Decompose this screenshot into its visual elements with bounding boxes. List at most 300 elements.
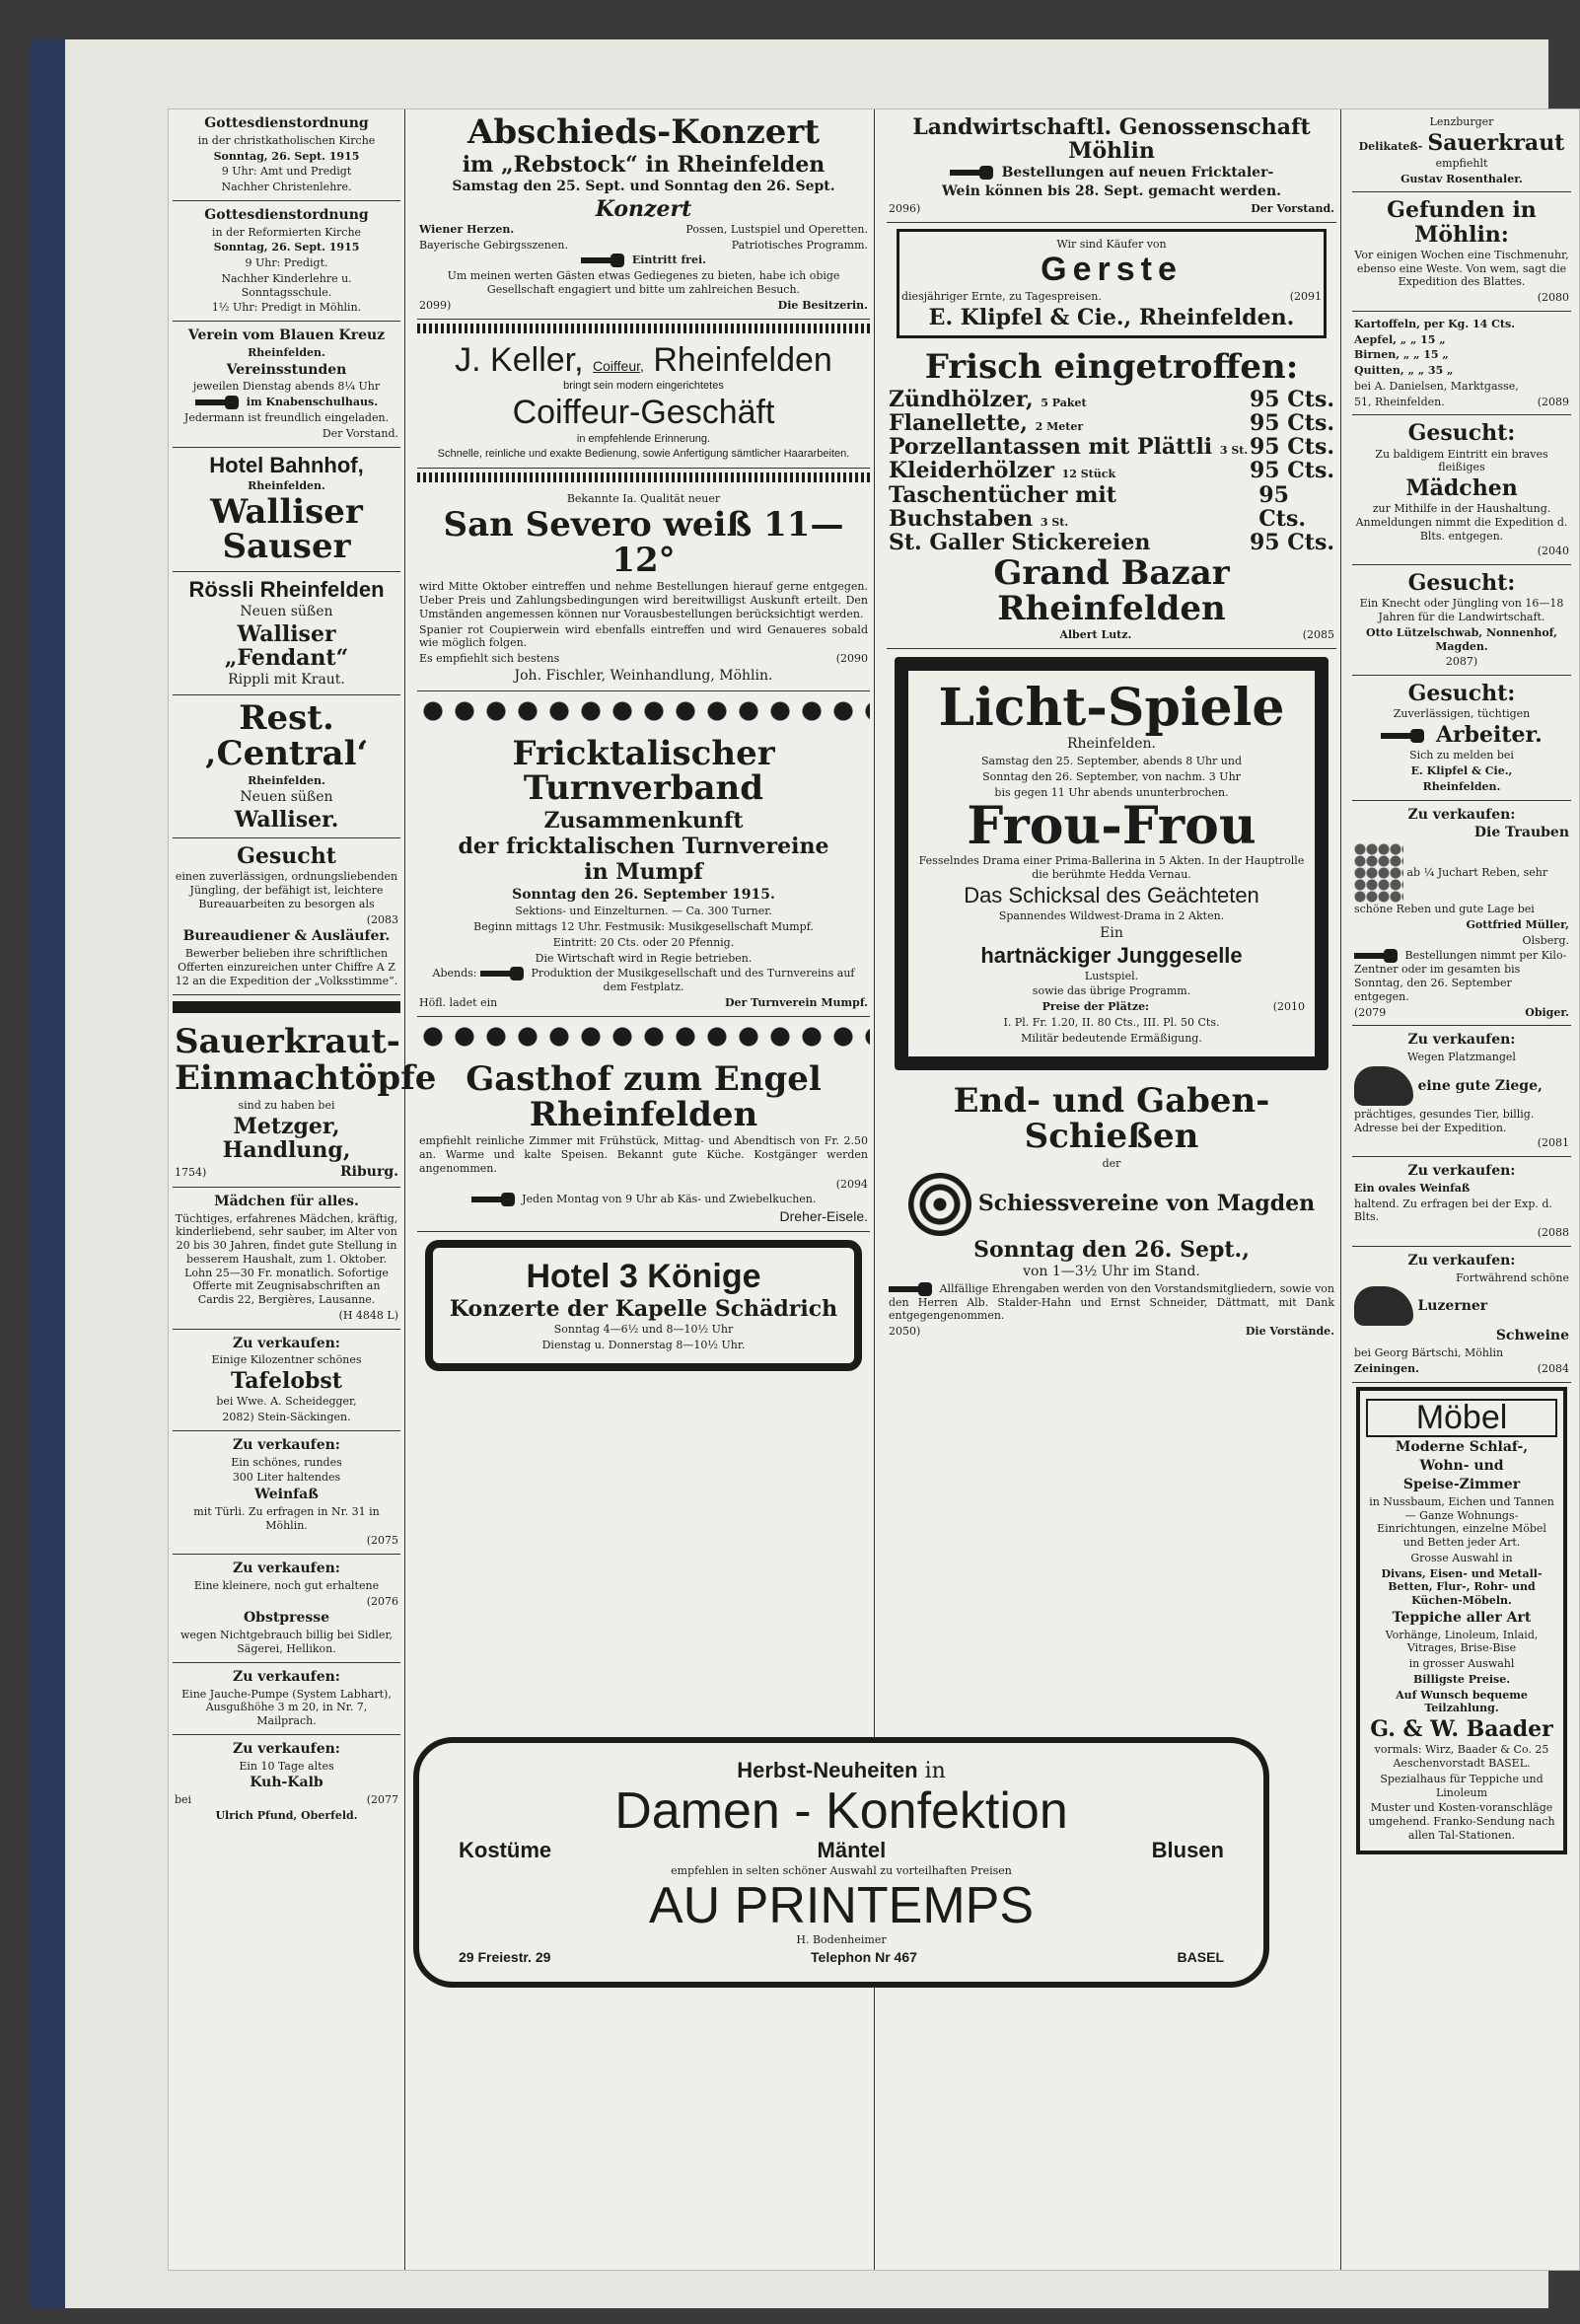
heading: in Mumpf	[584, 859, 703, 886]
pointing-hand-icon	[889, 1282, 936, 1296]
text: Sonntag den 26. September, von nachm. 3 Uhr	[982, 769, 1241, 783]
headline: Einmachtöpfe	[175, 1058, 437, 1099]
text: Rheinfelden.	[1422, 779, 1501, 793]
text: 9 Uhr: Predigt.	[245, 256, 328, 270]
ad-code: (2091	[1289, 290, 1322, 304]
ad-blaues-kreuz	[173, 322, 400, 448]
item-price: 95 Cts.	[1258, 481, 1306, 532]
item-price: 95 Cts.	[1250, 529, 1334, 555]
text: Ein 10 Tage altes	[239, 1759, 334, 1773]
ad-jauche-pumpe	[173, 1663, 400, 1735]
ad-abschieds-konzert	[417, 109, 870, 320]
headline: Damen - Konfektion	[614, 1782, 1068, 1841]
text: eine gute Ziege,	[1417, 1077, 1543, 1094]
ad-code: (2081	[1537, 1136, 1569, 1150]
text: Vereinsstunden	[226, 361, 347, 378]
ad-weinfass-oval	[1352, 1157, 1571, 1247]
text: Eintritt frei.	[631, 254, 706, 267]
headline: Walliser Sauser	[210, 491, 363, 567]
text: Schnelle, reinliche und exakte Bedienung, sowie Anfertigung sämtlicher Haararbeiten.	[437, 448, 850, 461]
text: Bekannte Ia. Qualität neuer	[566, 492, 721, 506]
ad-code: (2085	[1302, 628, 1334, 642]
ad-code: 2099)	[419, 298, 452, 312]
text: Die Wirtschaft wird in Regie betrieben.	[535, 951, 753, 965]
text: Olsberg.	[1522, 933, 1569, 947]
text: Rheinfelden.	[248, 345, 325, 359]
text: Es empfiehlt sich bestens	[419, 652, 560, 666]
signature: Dreher-Eisele.	[779, 1208, 868, 1225]
text: Neuen süßen	[240, 789, 333, 806]
divider-bar	[173, 1001, 400, 1013]
ad-moebel	[1356, 1387, 1567, 1854]
ad-code: (2094	[835, 1177, 868, 1191]
heading: Verein vom Blauen Kreuz	[187, 327, 386, 344]
price-row	[889, 435, 1334, 459]
ad-licht-spiele	[895, 657, 1329, 1070]
text: Sonntag den 26. Sept.,	[973, 1236, 1250, 1263]
text: in empfehlende Erinnerung.	[576, 432, 711, 445]
divider-ornament	[417, 1023, 870, 1051]
item-name: St. Galler Stickereien	[889, 529, 1151, 555]
text: Neuen süßen	[240, 604, 333, 620]
ad-turnverband	[417, 731, 870, 1017]
text: Spanier rot Coupierwein wird ebenfalls eintreffen und wird Genaueres sobald wie möglich folgen.	[419, 622, 868, 650]
ad-code: (2040	[1537, 545, 1569, 558]
text: ab ¼ Juchart Reben, sehr schöne Reben und gute Lage bei	[1354, 866, 1548, 916]
text: I. Pl. Fr. 1.20, II. 80 Cts., III. Pl. 50 Cts.	[1003, 1015, 1220, 1029]
ad-kuh-kalb	[173, 1735, 400, 1829]
ad-gesucht-knecht	[1352, 565, 1571, 676]
text: 300 Liter haltendes	[232, 1471, 341, 1485]
divider-hatch	[417, 472, 870, 482]
heading: Zu verkaufen:	[1407, 1032, 1516, 1049]
text: Mädchen	[1405, 475, 1518, 501]
text: Walliser „Fendant“	[224, 620, 349, 672]
newspaper-page	[30, 39, 1569, 2308]
item-qty: 3 St.	[1040, 515, 1069, 529]
item-price: 95 Cts.	[1250, 409, 1334, 436]
text: empfiehlt reinliche Zimmer mit Frühstück, Mittag- und Abendtisch von Fr. 2.50 an. Warme und kalte Speisen. Bekannt gute Küche. Kostgänger werden angenommen.	[419, 1134, 868, 1175]
column-4	[1348, 109, 1575, 2270]
ad-landw-genossenschaft	[887, 109, 1336, 223]
text: wegen Nichtgebrauch billig bei Sidler, Sägerei, Hellikon.	[180, 1629, 393, 1656]
item-price: 95 Cts.	[1250, 434, 1334, 461]
text: Ein ovales Weinfaß	[1354, 1181, 1471, 1195]
book-spine	[30, 39, 65, 2308]
item-price: 95 Cts.	[1250, 458, 1334, 484]
text: Militär bedeutende Ermäßigung.	[1021, 1031, 1202, 1045]
text: Eintritt: 20 Cts. oder 20 Pfennig.	[552, 935, 735, 949]
item-qty: 12 Stück	[1061, 468, 1116, 481]
text: Divans, Eisen- und Metall-Betten, Flur-, Rohr- und Küchen-Möbeln.	[1381, 1566, 1543, 1608]
ad-gottesdienst-reform	[173, 201, 400, 322]
signature: Albert Lutz.	[1059, 628, 1132, 642]
ad-gerste	[897, 229, 1327, 338]
price-row	[889, 459, 1334, 482]
heading: Zusammenkunft	[543, 808, 744, 835]
heading: der fricktalischen Turnvereine	[458, 834, 829, 860]
text: BASEL	[1177, 1948, 1224, 1965]
heading: Gottesdienstordnung	[204, 115, 369, 131]
item-name: Kleiderhölzer	[889, 458, 1054, 484]
heading: Zu verkaufen:	[233, 1668, 340, 1685]
text: Obstpresse	[243, 1610, 330, 1627]
heading: Zu verkaufen:	[233, 1436, 340, 1453]
pointing-hand-icon	[950, 166, 997, 180]
text: Possen, Lustspiel und Operetten.	[685, 222, 868, 236]
text: Vor einigen Wochen eine Tischmenuhr, ebenso eine Weste. Von wem, sagt die Expedition des Blattes.	[1354, 248, 1569, 289]
signature: Der Vorstand.	[322, 426, 398, 440]
price-list	[889, 388, 1334, 554]
text: Sonntag, 26. Sept. 1915	[213, 149, 360, 163]
headline: End- und Gaben-Schießen	[953, 1081, 1270, 1157]
text: Muster und Kosten-voranschläge umgehend. Franko-Sendung nach allen Tal-Stationen.	[1368, 1801, 1555, 1842]
ad-gesucht-maedchen	[1352, 415, 1571, 565]
text: Weinfaß	[254, 1487, 319, 1503]
pig-icon	[1354, 1286, 1413, 1326]
text: in der Reformierten Kirche	[211, 225, 362, 239]
text: Ein schönes, rundes	[231, 1455, 342, 1469]
film-title: Das Schicksal des Geächteten	[964, 882, 1259, 908]
text: Rheinfelden.	[1067, 736, 1156, 753]
text: Blusen	[1151, 1838, 1224, 1863]
signature: Die Besitzerin.	[777, 298, 868, 312]
text: Bewerber belieben ihre schriftlichen Offerten einzureichen unter Chiffre A Z 12 an die Expedition der „Volksstimme“.	[175, 947, 398, 987]
text: Wohn- und	[1419, 1458, 1504, 1475]
pointing-hand-icon	[1354, 949, 1401, 963]
heading: Zu verkaufen:	[233, 1740, 340, 1757]
headline: Möbel	[1366, 1399, 1557, 1438]
text: Ein Knecht oder Jüngling von 16—18 Jahren für die Landwirtschaft.	[1359, 597, 1564, 624]
text: im Knabenschulhaus.	[246, 396, 379, 409]
grapes-icon	[1354, 843, 1403, 903]
text: Luzerner	[1417, 1298, 1488, 1315]
ad-code: (H 4848 L)	[338, 1308, 398, 1322]
text: Preise der Plätze:	[1041, 1000, 1150, 1014]
text: Teppiche aller Art	[1392, 1609, 1532, 1626]
text: empfiehlt	[1435, 156, 1488, 170]
text: Kuh-Kalb	[250, 1775, 323, 1791]
text: Höfl. ladet ein	[419, 996, 498, 1010]
heading: Gesucht:	[1407, 570, 1516, 597]
ad-code: 1754)	[175, 1166, 207, 1179]
heading: Rest. ‚Central‘	[204, 698, 369, 773]
heading: J. Keller,	[455, 340, 584, 379]
ad-ziege	[1352, 1026, 1571, 1157]
text: Zeiningen.	[1354, 1362, 1419, 1376]
text: Telephon Nr 467	[811, 1948, 917, 1965]
text: vormals: Wirz, Baader & Co. 25 Aeschenvorstadt BASEL.	[1374, 1743, 1549, 1771]
text: Auf Wunsch bequeme Teilzahlung.	[1396, 1688, 1528, 1715]
heading: Hotel Bahnhof,	[209, 452, 364, 477]
signature: E. Klipfel & Cie.,	[1410, 764, 1513, 777]
ad-hotel-3-koenige	[425, 1240, 862, 1371]
ad-weinfass	[173, 1431, 400, 1555]
film-title: hartnäckiger Junggeselle	[980, 942, 1243, 968]
text: Riburg.	[340, 1164, 398, 1180]
pointing-hand-icon	[195, 396, 243, 409]
text: bei A. Danielsen, Marktgasse,	[1354, 379, 1519, 393]
text: Quitten, „ „ 35 „	[1354, 364, 1454, 378]
ad-gefunden	[1352, 192, 1571, 311]
heading: Gesucht:	[1407, 420, 1516, 447]
ad-code: (2076	[366, 1594, 398, 1608]
ad-frisch-eingetroffen	[887, 344, 1336, 649]
pointing-hand-icon	[471, 1193, 519, 1206]
ad-schweine	[1352, 1247, 1571, 1383]
price-row	[889, 388, 1334, 411]
text: Kostüme	[459, 1838, 552, 1863]
text: Arbeiter.	[1435, 722, 1543, 749]
headline: Grand Bazar Rheinfelden	[993, 553, 1230, 628]
text: diesjähriger Ernte, zu Tagespreisen.	[901, 290, 1102, 304]
ad-code: (2077	[366, 1793, 398, 1807]
goat-icon	[1354, 1066, 1413, 1106]
heading: Rössli Rheinfelden	[188, 577, 385, 602]
item-qty: 2 Meter	[1035, 419, 1084, 433]
headline: Hotel 3 Könige	[526, 1258, 761, 1296]
ad-code: (2088	[1537, 1226, 1569, 1240]
text: Kartoffeln, per Kg. 14 Cts.	[1354, 317, 1515, 330]
heading: Gesucht	[237, 843, 336, 870]
ad-tafelobst	[173, 1330, 400, 1431]
text: Bureaudiener & Ausläufer.	[182, 928, 391, 945]
headline: Gasthof zum Engel Rheinfelden	[466, 1058, 822, 1134]
ad-sauerkraut-toepfe	[173, 1019, 437, 1188]
text: Samstag den 25. Sept. und Sonntag den 26. Sept.	[452, 178, 835, 194]
headline: San Severo weiß 11—12°	[443, 504, 844, 580]
heading: im „Rebstock“ in Rheinfelden	[462, 151, 826, 178]
ad-code: 2087)	[1445, 655, 1478, 669]
text: Spezialhaus für Teppiche und Linoleum	[1380, 1772, 1544, 1799]
text: wird Mitte Oktober eintreffen und nehme Bestellungen hierauf gerne entgegen. Ueber Preis und Zahlungsbedingungen wird bereitwilligst Auskunft erteilt. Den Umständen angemessen können nur Vorausbestellungen berücksichtigt werden.	[419, 580, 868, 620]
text: Rheinfelden	[653, 340, 832, 379]
heading: Konzerte der Kapelle Schädrich	[449, 1295, 838, 1322]
heading: Gottesdienstordnung	[204, 206, 369, 223]
ad-code: (2079	[1354, 1005, 1387, 1019]
heading: Zu verkaufen:	[1407, 1252, 1516, 1269]
text: Schweine	[1495, 1328, 1569, 1344]
text: Zuverlässigen, tüchtigen	[1393, 707, 1531, 721]
ad-code: 2096)	[889, 201, 921, 215]
text: Grosse Auswahl in	[1410, 1551, 1513, 1564]
ad-code: (2089	[1537, 395, 1569, 408]
ad-code: (2010	[1272, 1000, 1305, 1014]
item-name: Taschentücher mit Buchstaben	[889, 481, 1116, 532]
text: Fesselndes Drama einer Prima-Ballerina in 5 Akten. In der Hauptrolle die berühmte Hedda Vernau.	[918, 854, 1305, 882]
text: Beginn mittags 12 Uhr. Festmusik: Musikgesellschaft Mumpf.	[473, 920, 814, 934]
text: bringt sein modern eingerichtetes	[563, 380, 724, 393]
text: bei Georg Bärtschi, Möhlin	[1354, 1346, 1504, 1360]
headline: Gerste	[1041, 251, 1183, 289]
item-name: Zündhölzer,	[889, 386, 1034, 412]
text: Coiffeur,	[593, 357, 644, 374]
text: von 1—3½ Uhr im Stand.	[1023, 1263, 1200, 1279]
target-icon	[908, 1173, 971, 1236]
text: Rheinfelden.	[248, 478, 325, 492]
text: Delikateß-	[1358, 139, 1423, 153]
headline: Frisch eingetroffen:	[924, 347, 1299, 388]
text: in Nussbaum, Eichen und Tannen — Ganze Wohnungs-Einrichtungen, einzelne Möbel und Betten jeder Art.	[1369, 1494, 1554, 1550]
text: Wegen Platzmangel	[1407, 1051, 1516, 1064]
text: in grosser Auswahl	[1408, 1657, 1515, 1671]
headline: AU PRINTEMPS	[648, 1877, 1035, 1935]
divider-ornament	[417, 697, 870, 725]
ad-gaben-schiessen	[887, 1078, 1336, 1344]
text: der	[1102, 1156, 1121, 1170]
text: 2082) Stein-Säckingen.	[222, 1411, 351, 1424]
ad-san-severo	[417, 486, 870, 690]
ad-hotel-bahnhof	[173, 448, 400, 572]
text: Speise-Zimmer	[1402, 1477, 1521, 1493]
text: Sonntag den 26. September 1915.	[512, 886, 775, 903]
text: Lustspiel.	[1084, 969, 1139, 982]
price-row	[889, 531, 1334, 554]
text: in der christkatholischen Kirche	[197, 133, 376, 147]
text: zur Mithilfe in der Haushaltung. Anmeldungen nimmt die Expedition d. Blts. entgegen.	[1355, 502, 1568, 543]
text: Bayerische Gebirgsszenen.	[419, 238, 568, 252]
text: H. Bodenheimer	[796, 1933, 887, 1947]
text: einen zuverlässigen, ordnungsliebenden Jüngling, der befähigt ist, leichtere Bureauarbeiten zu besorgen als	[175, 870, 398, 910]
text: jeweilen Dienstag abends 8¼ Uhr	[192, 380, 381, 394]
text: Moderne Schlaf-,	[1395, 1439, 1529, 1456]
text: Nachher Christenlehre.	[221, 181, 352, 194]
headline: Sauerkraut-	[175, 1021, 400, 1061]
signature: Otto Lützelschwab, Nonnenhof, Magden.	[1365, 625, 1558, 653]
heading: Zu verkaufen:	[233, 1561, 340, 1577]
ad-au-printemps	[413, 1737, 1269, 1988]
signature: Die Vorstände.	[1245, 1325, 1334, 1339]
text: sind zu haben bei	[238, 1098, 335, 1112]
text: Wiener Herzen.	[419, 222, 515, 236]
ad-code: (2084	[1537, 1362, 1569, 1376]
text: Sich zu melden bei	[1409, 749, 1514, 763]
text: Jeden Montag von 9 Uhr ab Käs- und Zwiebelkuchen.	[522, 1193, 817, 1206]
pointing-hand-icon	[480, 967, 528, 980]
text: Lenzburger	[1429, 115, 1494, 128]
text: prächtiges, gesundes Tier, billig. Adresse bei der Expedition.	[1354, 1107, 1535, 1134]
ad-gesucht-arbeiter	[1352, 676, 1571, 800]
text: Nachher Kinderlehre u. Sonntagsschule.	[221, 271, 352, 299]
signature: Gottfried Müller,	[1466, 917, 1569, 931]
text: Rheinfelden.	[248, 773, 325, 787]
headline: Sauerkraut	[1427, 129, 1565, 156]
text: Wir sind Käufer von	[1056, 237, 1167, 251]
text: Konzert	[595, 195, 692, 222]
ad-code: 2050)	[889, 1325, 921, 1339]
heading: Schiessvereine von Magden	[977, 1190, 1316, 1216]
text: Billigste Preise.	[1412, 1672, 1511, 1686]
item-price: 95 Cts.	[1250, 386, 1334, 412]
text: Rippli mit Kraut.	[228, 672, 345, 689]
text: Bestellungen auf neuen Fricktaler-	[1001, 165, 1274, 182]
ad-sheet	[168, 109, 1580, 2271]
text: 29 Freiestr. 29	[459, 1948, 551, 1965]
text: Vorhänge, Linoleum, Inlaid, Vitrages, Brise-Bise	[1385, 1628, 1539, 1655]
ad-gottesdienst-christkath	[173, 109, 400, 201]
signature: Joh. Fischler, Weinhandlung, Möhlin.	[514, 667, 773, 684]
pointing-hand-icon	[1381, 729, 1428, 743]
text: Die Trauben	[1473, 825, 1569, 841]
heading: Mädchen für alles.	[214, 1193, 359, 1209]
headline: Licht-Spiele	[938, 678, 1285, 739]
text: Herbst-Neuheiten	[737, 1758, 918, 1782]
text: empfehlen in selten schöner Auswahl zu vorteilhaften Preisen	[671, 1864, 1012, 1878]
text: mit Türli. Zu erfragen in Nr. 31 in Möhlin.	[193, 1504, 380, 1532]
ad-rest-central	[173, 695, 400, 838]
text: Aepfel, „ „ 15 „	[1354, 332, 1446, 346]
text: 51, Rheinfelden.	[1354, 395, 1445, 408]
text: Ein	[1100, 924, 1123, 941]
text: Ulrich Pfund, Oberfeld.	[215, 1808, 358, 1822]
text: Jedermann ist freundlich eingeladen.	[183, 411, 390, 425]
text: Tüchtiges, erfahrenes Mädchen, kräftig, kinderliebend, sehr sauber, im Alter von 20 bis 30 Jahren, findet gute Stellung in besserem Haushalt, zum 1. Oktober. Lohn 25—30 Fr. monatlich. Sofortige Offerte mit Zeugnisabschriften an Cardis 22, Bergières, Lausanne.	[175, 1211, 398, 1307]
film-title: Frou-Frou	[967, 796, 1257, 857]
text: Walliser.	[234, 807, 339, 834]
ad-kartoffeln	[1352, 312, 1571, 416]
ad-keller-coiffeur	[417, 337, 870, 470]
text: Mäntel	[817, 1838, 887, 1863]
price-row	[889, 483, 1334, 531]
ad-gasthof-engel	[417, 1056, 870, 1232]
item-qty: 5 Paket	[1041, 396, 1087, 409]
signature: E. Klipfel & Cie., Rheinfelden.	[928, 304, 1295, 330]
ad-code: (2080	[1537, 291, 1569, 305]
text: bei	[175, 1793, 192, 1807]
item-qty: 3 St.	[1219, 444, 1249, 458]
item-name: Porzellantassen mit Plättli	[889, 434, 1213, 461]
text: Zu baldigem Eintritt ein braves fleißiges	[1375, 447, 1548, 474]
text: sowie das übrige Programm.	[1032, 984, 1191, 998]
text: Birnen, „ „ 15 „	[1354, 348, 1449, 362]
ad-code: (2083	[366, 912, 398, 926]
price-row	[889, 411, 1334, 435]
text: Metzger, Handlung,	[222, 1113, 351, 1163]
text: Abends:	[432, 967, 477, 980]
signature: G. & W. Baader	[1370, 1716, 1553, 1743]
ad-gesucht-juengling	[173, 838, 400, 994]
text: Patriotisches Programm.	[731, 238, 868, 252]
text: Bestellungen nimmt per Kilo-Zentner oder im gesamten bis Sonntag, den 26. September entgegen.	[1354, 949, 1567, 1003]
headline: Fricktalischer Turnverband	[512, 733, 775, 809]
text: bis gegen 11 Uhr abends ununterbrochen.	[994, 785, 1229, 799]
text: Wein können bis 28. Sept. gemacht werden.	[941, 183, 1282, 200]
text: Um meinen werten Gästen etwas Gediegenes zu bieten, habe ich obige Gesellschaft engagiert und bitte um zahlreichen Besuch.	[447, 269, 840, 297]
text: Sektions- und Einzelturnen. — Ca. 300 Turner.	[515, 905, 772, 918]
text: Eine kleinere, noch gut erhaltene	[193, 1578, 380, 1592]
text: Dienstag u. Donnerstag 8—10½ Uhr.	[541, 1338, 746, 1351]
pointing-hand-icon	[581, 254, 628, 267]
headline: Abschieds-Konzert	[467, 112, 821, 152]
text: Spannendes Wildwest-Drama in 2 Akten.	[998, 908, 1225, 922]
heading: Gesucht:	[1407, 681, 1516, 707]
signature: Der Turnverein Mumpf.	[725, 996, 868, 1010]
heading: Landwirtschaftl. Genossenschaft Möhlin	[912, 114, 1311, 165]
text: 1½ Uhr: Predigt in Möhlin.	[211, 301, 362, 315]
text: in	[924, 1759, 946, 1783]
ad-sauerkraut	[1352, 109, 1571, 192]
text: haltend. Zu erfragen bei der Exp. d. Blts.	[1354, 1197, 1552, 1224]
text: Eine Jauche-Pumpe (System Labhart), Ausgußhöhe 3 m 20, in Nr. 7, Mailprach.	[181, 1687, 392, 1728]
heading: Gefunden in Möhlin:	[1387, 197, 1537, 248]
ad-roessli	[173, 572, 400, 695]
text: Sonntag, 26. Sept. 1915	[213, 241, 360, 254]
text: Sonntag 4—6½ und 8—10½ Uhr	[553, 1322, 734, 1336]
text: Allfällige Ehrengaben werden von den Vorstandsmitgliedern, sowie von den Herren Alb. Stalder-Hahn und Ernst Schneider, Dättmatt, mit Dank entgegengenommen.	[889, 1281, 1335, 1323]
ad-trauben	[1352, 801, 1571, 1027]
heading: Zu verkaufen:	[1407, 1163, 1516, 1180]
heading: Zu verkaufen:	[233, 1335, 340, 1351]
